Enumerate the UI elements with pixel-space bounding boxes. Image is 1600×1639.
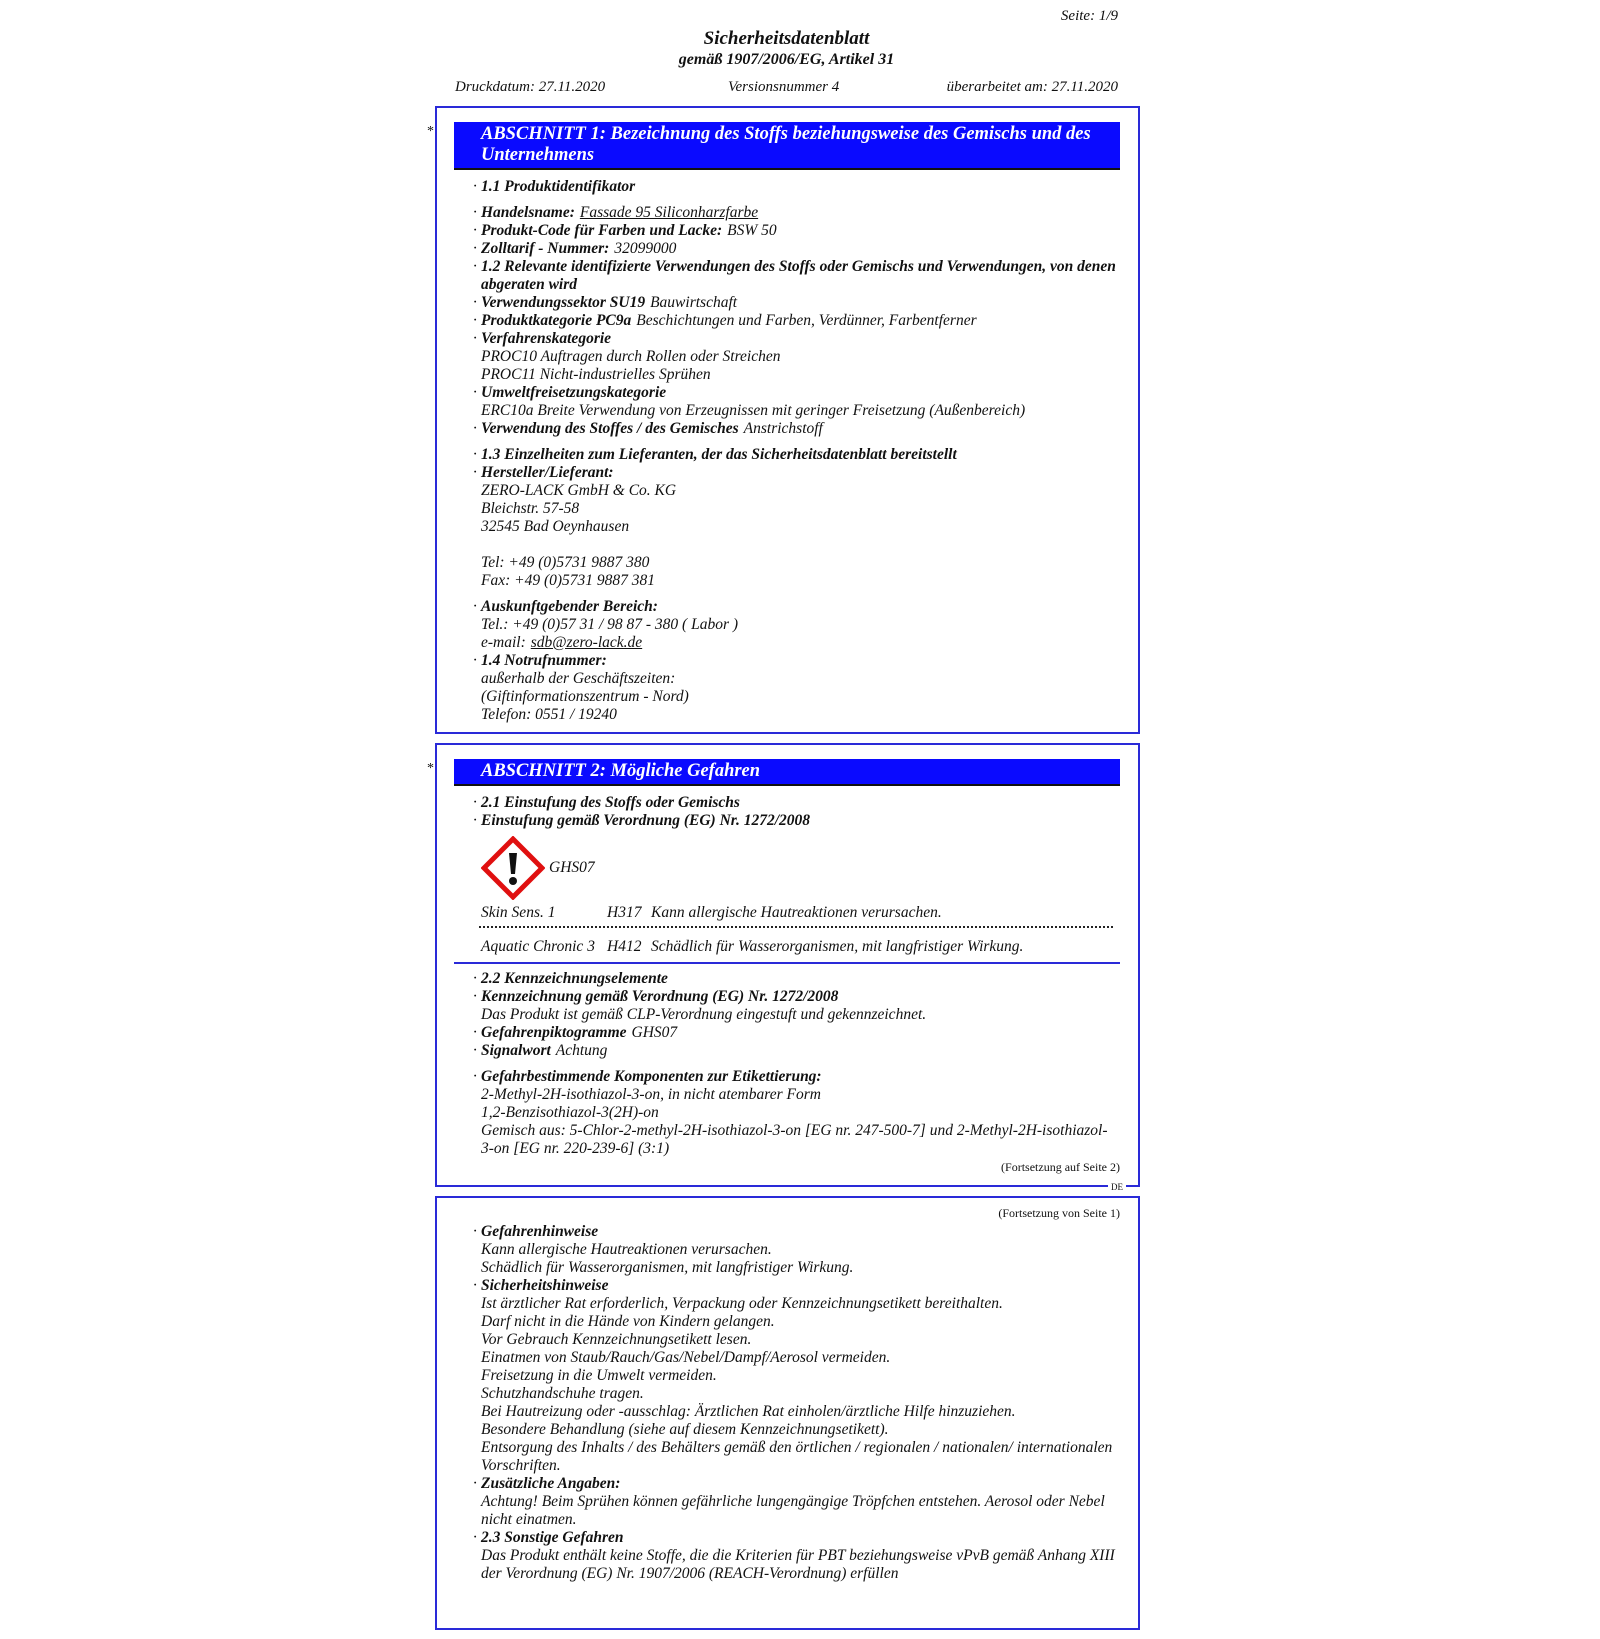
section-1-heading: ABSCHNITT 1: Bezeichnung des Stoffs beziehungsweise des Gemischs und des Unternehmens bbox=[454, 122, 1120, 170]
item-label: Kennzeichnung gemäß Verordnung (EG) Nr. 1272/2008 bbox=[481, 988, 839, 1005]
item-label: Verwendungssektor SU19 bbox=[481, 294, 646, 311]
item-value: ERC10a Breite Verwendung von Erzeugnissen mit geringer Freisetzung (Außenbereich) bbox=[481, 402, 1026, 419]
list-item bbox=[481, 366, 1118, 384]
exclamation-hazard-icon bbox=[481, 836, 545, 900]
list-item bbox=[481, 1385, 1118, 1403]
list-item bbox=[481, 1403, 1118, 1421]
item-label: 1.1 Produktidentifikator bbox=[481, 178, 636, 195]
list-item bbox=[481, 572, 1118, 590]
list-item bbox=[481, 240, 1118, 258]
item-value: e-mail: bbox=[481, 634, 526, 651]
list-item bbox=[481, 812, 1118, 830]
item-label: Gefahrenpiktogramme bbox=[481, 1024, 627, 1041]
document-title: Sicherheitsdatenblatt bbox=[703, 28, 870, 49]
item-value: Bauwirtschaft bbox=[650, 294, 738, 311]
section-2-heading: ABSCHNITT 2: Mögliche Gefahren bbox=[454, 759, 1120, 786]
item-value: BSW 50 bbox=[727, 222, 777, 239]
section-1-content bbox=[437, 178, 1138, 724]
item-label: Auskunftgebender Bereich: bbox=[481, 598, 658, 615]
revision-date: überarbeitet am: 27.11.2020 bbox=[946, 79, 1118, 95]
item-value: Freisetzung in die Umwelt vermeiden. bbox=[481, 1367, 717, 1384]
list-item bbox=[481, 1024, 1118, 1042]
item-value: Fax: +49 (0)5731 9887 381 bbox=[481, 572, 656, 589]
list-item bbox=[481, 1259, 1118, 1277]
list-item bbox=[481, 1331, 1118, 1349]
continued-note: (Fortsetzung auf Seite 2) bbox=[1001, 1160, 1120, 1174]
item-value: 1,2-Benzisothiazol-3(2H)-on bbox=[481, 1104, 659, 1121]
item-value: außerhalb der Geschäftszeiten: bbox=[481, 670, 676, 687]
item-value: Vor Gebrauch Kennzeichnungsetikett lesen. bbox=[481, 1331, 752, 1348]
paragraph-group bbox=[481, 1223, 1118, 1583]
item-value: Achtung bbox=[555, 1042, 608, 1059]
list-item bbox=[481, 420, 1118, 438]
hazard-category: Aquatic Chronic 3 bbox=[481, 938, 595, 955]
hazard-statement: Kann allergische Hautreaktionen verursachen. bbox=[651, 904, 942, 921]
paragraph-group bbox=[481, 794, 1118, 830]
print-date: Druckdatum: 27.11.2020 bbox=[455, 79, 606, 95]
list-item bbox=[481, 1349, 1118, 1367]
page-2-content bbox=[437, 1223, 1138, 1583]
hazard-category: Skin Sens. 1 bbox=[481, 904, 556, 921]
item-value: 32545 Bad Oeynhausen bbox=[481, 518, 630, 535]
item-value: Anstrichstoff bbox=[743, 420, 823, 437]
pictogram-label: GHS07 bbox=[549, 859, 595, 876]
item-value: 2-Methyl-2H-isothiazol-3-on, in nicht atembarer Form bbox=[481, 1086, 821, 1103]
list-item bbox=[481, 464, 1118, 482]
item-value: Achtung! Beim Sprühen können gefährliche lungengängige Tröpfchen entstehen. Aerosol oder Nebel nicht einatmen. bbox=[481, 1493, 1105, 1528]
item-label: Produktkategorie PC9a bbox=[481, 312, 632, 329]
item-value: Tel: +49 (0)5731 9887 380 bbox=[481, 554, 650, 571]
item-value: PROC10 Auftragen durch Rollen oder Streichen bbox=[481, 348, 781, 365]
dotted-divider bbox=[479, 926, 1113, 928]
list-item bbox=[481, 178, 1118, 196]
list-item bbox=[481, 1086, 1118, 1104]
list-item bbox=[481, 1122, 1118, 1158]
item-label: 1.2 Relevante identifizierte Verwendungen des Stoffs oder Gemischs und Verwendungen, von denen abgeraten wird bbox=[481, 258, 1116, 293]
list-item bbox=[481, 1475, 1118, 1493]
list-item bbox=[481, 258, 1118, 294]
list-item bbox=[481, 988, 1118, 1006]
item-label: Hersteller/Lieferant: bbox=[481, 464, 614, 481]
hazard-code: H317 bbox=[607, 904, 642, 921]
item-value: Schutzhandschuhe tragen. bbox=[481, 1385, 644, 1402]
item-label: Handelsname: bbox=[481, 204, 575, 221]
item-label: Verwendung des Stoffes / des Gemisches bbox=[481, 420, 739, 437]
page-number: Seite: 1/9 bbox=[1060, 8, 1118, 24]
item-value: Beschichtungen und Farben, Verdünner, Farbentferner bbox=[636, 312, 977, 329]
item-value: Tel.: +49 (0)57 31 / 98 87 - 380 ( Labor ) bbox=[481, 616, 739, 633]
list-item bbox=[481, 1313, 1118, 1331]
list-item bbox=[481, 794, 1118, 812]
item-value: Das Produkt enthält keine Stoffe, die die Kriterien für PBT beziehungsweise vPvB gemäß Anhang XIII der Verordnung (EG) Nr. 1907/2006 (REACH-Verordnung) erfüllen bbox=[481, 1547, 1115, 1582]
item-value: Bleichstr. 57-58 bbox=[481, 500, 580, 517]
item-value: Kann allergische Hautreaktionen verursachen. bbox=[481, 1241, 772, 1258]
change-marker: * bbox=[427, 124, 434, 139]
list-item bbox=[481, 1241, 1118, 1259]
section-1-box bbox=[427, 106, 1140, 734]
list-item bbox=[481, 500, 1118, 518]
item-value: PROC11 Nicht-industrielles Sprühen bbox=[481, 366, 711, 383]
item-value: 32099000 bbox=[614, 240, 677, 257]
list-item bbox=[481, 384, 1118, 402]
list-item bbox=[481, 222, 1118, 240]
item-value: Schädlich für Wasserorganismen, mit langfristiger Wirkung. bbox=[481, 1259, 854, 1276]
item-value: ZERO-LACK GmbH & Co. KG bbox=[481, 482, 677, 499]
paragraph-group bbox=[481, 178, 1118, 196]
item-value: (Giftinformationszentrum - Nord) bbox=[481, 688, 689, 705]
list-item bbox=[481, 518, 1118, 536]
classification-row bbox=[481, 938, 1118, 956]
item-value: GHS07 bbox=[631, 1024, 678, 1041]
item-value: Bei Hautreizung oder -ausschlag: Ärztlichen Rat einholen/ärztliche Hilfe hinzuziehen. bbox=[481, 1403, 1016, 1420]
paragraph-group bbox=[481, 598, 1118, 724]
paragraph-group bbox=[481, 446, 1118, 590]
list-item bbox=[481, 294, 1118, 312]
list-item bbox=[481, 652, 1118, 670]
item-label: 2.3 Sonstige Gefahren bbox=[481, 1529, 624, 1546]
list-item bbox=[481, 348, 1118, 366]
change-marker: * bbox=[427, 761, 434, 776]
item-value: Entsorgung des Inhalts / des Behälters gemäß den örtlichen / regionalen / nationalen/ internationalen Vorschriften. bbox=[481, 1439, 1113, 1474]
list-item bbox=[481, 598, 1118, 616]
list-item bbox=[481, 1277, 1118, 1295]
list-item bbox=[481, 554, 1118, 572]
list-item bbox=[481, 1547, 1118, 1583]
item-label: 2.2 Kennzeichnungselemente bbox=[481, 970, 668, 987]
list-item bbox=[481, 446, 1118, 464]
classification-row bbox=[481, 904, 1118, 922]
list-item bbox=[481, 536, 1118, 554]
list-item bbox=[481, 1295, 1118, 1313]
list-item bbox=[481, 970, 1118, 988]
item-value: Gemisch aus: 5-Chlor-2-methyl-2H-isothiazol-3-on [EG nr. 247-500-7] und 2-Methyl-2H-isothiazol-3-on [EG nr. 220-239-6] (3:1) bbox=[481, 1122, 1108, 1157]
list-item bbox=[481, 1367, 1118, 1385]
paragraph-group bbox=[481, 204, 1118, 438]
list-item bbox=[481, 1529, 1118, 1547]
paragraph-group bbox=[481, 1068, 1118, 1158]
document-body bbox=[427, 106, 1140, 1639]
list-item bbox=[481, 670, 1118, 688]
list-item bbox=[481, 616, 1118, 634]
section-2-2-content bbox=[437, 970, 1138, 1158]
classification-block bbox=[437, 836, 1138, 956]
item-label: Gefahrbestimmende Komponenten zur Etikettierung: bbox=[481, 1068, 822, 1085]
document-subtitle: gemäß 1907/2006/EG, Artikel 31 bbox=[678, 51, 895, 68]
item-value: Darf nicht in die Hände von Kindern gelangen. bbox=[481, 1313, 775, 1330]
list-item bbox=[481, 402, 1118, 420]
list-item bbox=[481, 1439, 1118, 1475]
ghs07-pictogram bbox=[481, 836, 1118, 900]
item-label: Umweltfreisetzungskategorie bbox=[481, 384, 667, 401]
list-item bbox=[481, 1421, 1118, 1439]
item-value: Telefon: 0551 / 19240 bbox=[481, 706, 617, 723]
continued-from-note: (Fortsetzung von Seite 1) bbox=[998, 1206, 1120, 1220]
item-label: Zolltarif - Nummer: bbox=[481, 240, 610, 257]
item-label: 2.1 Einstufung des Stoffs oder Gemischs bbox=[481, 794, 740, 811]
hazard-code: H412 bbox=[607, 938, 642, 955]
list-item bbox=[481, 482, 1118, 500]
item-value: Ist ärztlicher Rat erforderlich, Verpackung oder Kennzeichnungsetikett bereithalten. bbox=[481, 1295, 1003, 1312]
list-item bbox=[481, 1223, 1118, 1241]
list-item bbox=[481, 1104, 1118, 1122]
item-label: Produkt-Code für Farben und Lacke: bbox=[481, 222, 723, 239]
list-item bbox=[481, 1042, 1118, 1060]
item-label: Signalwort bbox=[481, 1042, 551, 1059]
item-value: Das Produkt ist gemäß CLP-Verordnung eingestuft und gekennzeichnet. bbox=[481, 1006, 927, 1023]
item-label: Verfahrenskategorie bbox=[481, 330, 612, 347]
list-item bbox=[481, 634, 1118, 652]
hazard-statement: Schädlich für Wasserorganismen, mit langfristiger Wirkung. bbox=[651, 938, 1024, 955]
item-label: 1.3 Einzelheiten zum Lieferanten, der das Sicherheitsdatenblatt bereitstellt bbox=[481, 446, 957, 463]
section-2-box bbox=[427, 743, 1140, 1192]
list-item bbox=[481, 204, 1118, 222]
list-item bbox=[481, 1068, 1118, 1086]
section-2-1-content bbox=[437, 794, 1138, 830]
version-number: Versionsnummer 4 bbox=[728, 79, 840, 95]
item-value: Einatmen von Staub/Rauch/Gas/Nebel/Dampf/Aerosol vermeiden. bbox=[481, 1349, 891, 1366]
list-item bbox=[481, 330, 1118, 348]
item-label: Gefahrenhinweise bbox=[481, 1223, 599, 1240]
divider bbox=[454, 962, 1120, 964]
item-label: Sicherheitshinweise bbox=[481, 1277, 609, 1294]
paragraph-group bbox=[481, 970, 1118, 1060]
page-2-box bbox=[435, 1196, 1140, 1630]
list-item bbox=[481, 1493, 1118, 1529]
list-item bbox=[481, 688, 1118, 706]
list-item bbox=[481, 1006, 1118, 1024]
item-link[interactable]: Fassade 95 Siliconharzfarbe bbox=[579, 204, 759, 221]
item-value: Besondere Behandlung (siehe auf diesem Kennzeichnungsetikett). bbox=[481, 1421, 889, 1438]
item-label: 1.4 Notrufnummer: bbox=[481, 652, 607, 669]
item-label: Zusätzliche Angaben: bbox=[481, 1475, 621, 1492]
list-item bbox=[481, 706, 1118, 724]
language-code: DE bbox=[1108, 1182, 1126, 1192]
item-link[interactable]: sdb@zero-lack.de bbox=[530, 634, 643, 651]
item-label: Einstufung gemäß Verordnung (EG) Nr. 1272/2008 bbox=[481, 812, 811, 829]
list-item bbox=[481, 312, 1118, 330]
